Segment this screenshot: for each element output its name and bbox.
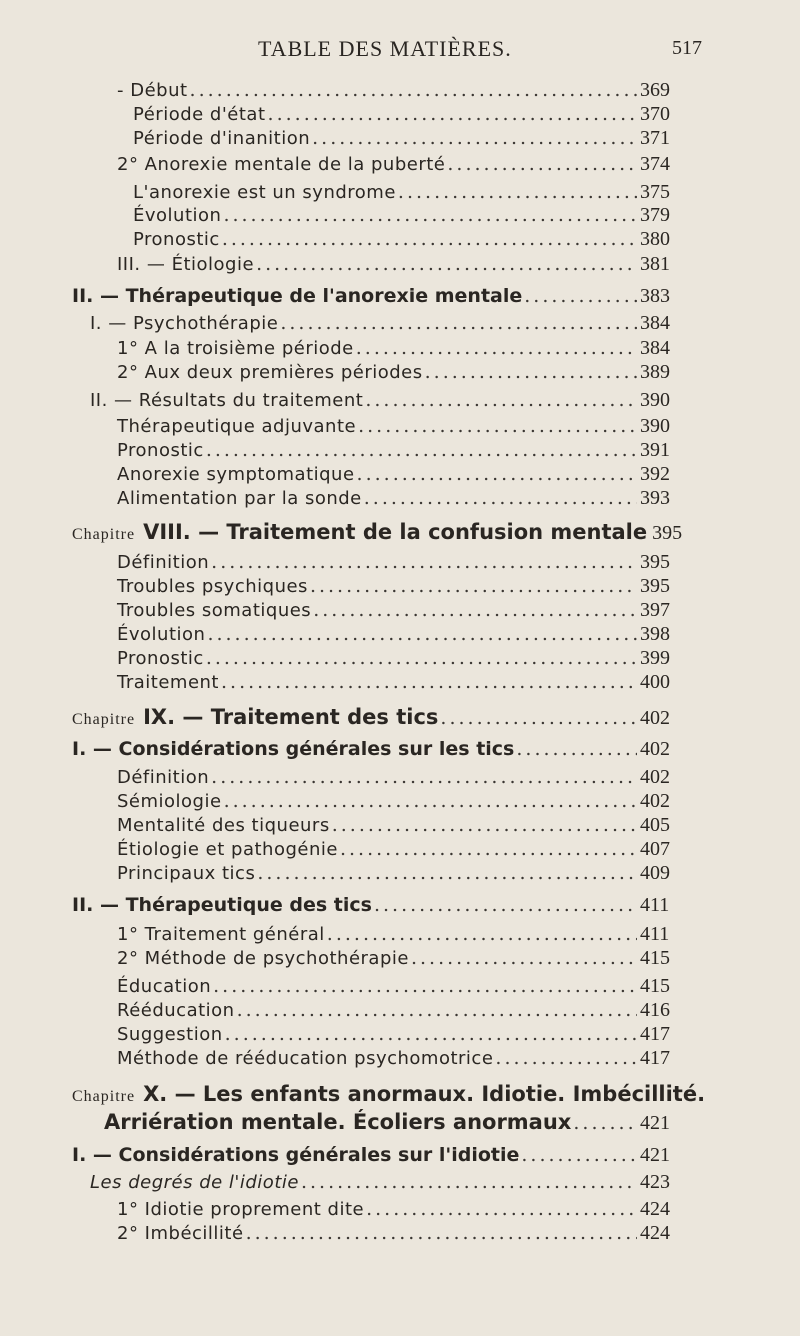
toc-entry — [117, 622, 672, 647]
entry-label: Troubles somatiques — [117, 600, 312, 621]
toc-entry — [117, 1046, 672, 1071]
dot-leader — [365, 388, 637, 412]
dot-leader — [223, 203, 637, 227]
entry-page: 415 — [640, 947, 670, 969]
entry-page: 411 — [640, 894, 670, 916]
entry-label: IX. — Traitement des tics — [143, 705, 439, 729]
entry-page: 390 — [640, 389, 670, 411]
toc-entry — [117, 837, 672, 862]
toc-entry — [117, 946, 672, 971]
entry-page: 421 — [640, 1144, 670, 1166]
entry-page: 375 — [640, 181, 670, 203]
toc-entry — [133, 126, 672, 151]
toc-entry — [133, 203, 672, 228]
entry-page: 395 — [652, 522, 683, 544]
entry-label: 2° Aux deux premières périodes — [117, 362, 423, 383]
dot-leader — [374, 893, 637, 917]
entry-page: 384 — [640, 337, 670, 359]
entry-page: 417 — [640, 1047, 670, 1069]
entry-label: Éducation — [117, 976, 212, 997]
entry-page: 417 — [640, 1023, 670, 1045]
entry-page: 399 — [640, 647, 670, 669]
dot-leader — [447, 152, 637, 176]
dot-leader — [190, 78, 637, 102]
toc-entry — [117, 550, 672, 575]
entry-label: Rééducation — [117, 1000, 235, 1021]
entry-label: 2° Méthode de psychothérapie — [117, 948, 409, 969]
toc-entry — [117, 998, 672, 1023]
entry-label: Pronostic — [117, 440, 204, 461]
running-title: TABLE DES MATIÈRES. — [258, 36, 512, 61]
dot-leader — [521, 1143, 637, 1167]
entry-page: 369 — [640, 79, 670, 101]
entry-label: I. — Psychothérapie — [90, 313, 279, 334]
dot-leader — [327, 922, 637, 946]
entry-label: Étiologie et pathogénie — [117, 839, 338, 860]
chapter-word: Chapitre — [72, 1088, 136, 1105]
entry-label: Troubles psychiques — [117, 576, 308, 597]
entry-label: 1° Idiotie proprement dite — [117, 1199, 365, 1220]
toc-chapter-entry — [72, 1082, 706, 1109]
dot-leader — [364, 486, 637, 510]
entry-label: 2° Anorexie mentale de la puberté — [117, 154, 446, 175]
entry-label: Suggestion — [117, 1024, 223, 1045]
dot-leader — [221, 670, 637, 694]
entry-page: 380 — [640, 228, 670, 250]
toc-entry — [117, 1022, 672, 1047]
toc-entry — [133, 227, 672, 252]
toc-entry — [117, 974, 672, 999]
toc-section-entry — [72, 737, 672, 761]
entry-label: VIII. — Traitement de la confusion mentale — [143, 520, 648, 544]
entry-label: L'anorexie est un syndrome — [133, 182, 396, 203]
entry-page: 370 — [640, 103, 670, 125]
entry-page: 393 — [640, 487, 670, 509]
entry-label: Anorexie symptomatique — [117, 464, 355, 485]
dot-leader — [495, 1046, 637, 1070]
entry-label: Les degrés de l'idiotie — [90, 1172, 299, 1193]
entry-label: Sémiologie — [117, 791, 222, 812]
entry-label: 2° Imbécillité — [117, 1223, 244, 1244]
toc-entry — [117, 861, 672, 886]
dot-leader — [225, 1022, 637, 1046]
entry-page: 409 — [640, 862, 670, 884]
toc-entry — [117, 462, 672, 487]
entry-label: Période d'inanition — [133, 128, 311, 149]
dot-leader — [332, 813, 637, 837]
entry-label: Pronostic — [117, 648, 204, 669]
toc-entry — [117, 789, 672, 814]
dot-leader — [358, 414, 637, 438]
entry-label: Alimentation par la sonde — [117, 488, 362, 509]
toc-entry — [117, 574, 672, 599]
entry-page: 402 — [640, 707, 670, 729]
entry-label: Traitement — [117, 672, 219, 693]
entry-page: 402 — [640, 790, 670, 812]
dot-leader — [312, 126, 637, 150]
entry-page: 398 — [640, 623, 670, 645]
entry-page: 411 — [640, 923, 670, 945]
entry-page: 389 — [640, 361, 670, 383]
dot-leader — [411, 946, 637, 970]
dot-leader — [398, 180, 637, 204]
toc-entry — [117, 360, 672, 385]
dot-leader — [280, 311, 637, 335]
dot-leader — [340, 837, 637, 861]
dot-leader — [246, 1221, 637, 1245]
entry-page: 402 — [640, 766, 670, 788]
toc-entry — [90, 388, 672, 413]
toc-chapter-entry-continued — [104, 1110, 672, 1135]
entry-page: 416 — [640, 999, 670, 1021]
dot-leader — [256, 252, 637, 276]
entry-page: 381 — [640, 253, 670, 275]
dot-leader — [301, 1170, 637, 1194]
entry-label: III. — Étiologie — [117, 254, 255, 275]
dot-leader — [524, 284, 637, 308]
toc-chapter-entry — [72, 705, 672, 732]
dot-leader — [310, 574, 637, 598]
entry-label: 1° Traitement général — [117, 924, 325, 945]
chapter-word: Chapitre — [72, 526, 136, 543]
dot-leader — [237, 998, 637, 1022]
entry-label: I. — Considérations générales sur les tics — [72, 738, 515, 760]
toc-entry — [133, 180, 672, 205]
dot-leader — [207, 622, 637, 646]
entry-label: Évolution — [133, 205, 222, 226]
toc-entry — [117, 670, 672, 695]
entry-label: Définition — [117, 552, 210, 573]
dot-leader — [357, 462, 637, 486]
entry-page: 421 — [640, 1112, 670, 1134]
page-number: 517 — [672, 37, 702, 59]
entry-label: II. — Résultats du traitement — [90, 390, 364, 411]
toc-entry — [117, 765, 672, 790]
entry-page: 383 — [640, 285, 670, 307]
entry-page: 374 — [640, 153, 670, 175]
entry-page: 415 — [640, 975, 670, 997]
toc-entry — [117, 438, 672, 463]
entry-label: Principaux tics — [117, 863, 256, 884]
toc-chapter-entry — [72, 520, 683, 547]
toc-entry — [117, 1197, 672, 1222]
entry-label: Mentalité des tiqueurs — [117, 815, 330, 836]
dot-leader — [206, 438, 637, 462]
entry-page: 405 — [640, 814, 670, 836]
toc-entry — [117, 414, 672, 439]
dot-leader — [211, 550, 637, 574]
toc-entry — [117, 78, 672, 103]
toc-entry — [117, 1221, 672, 1246]
entry-page: 424 — [640, 1222, 670, 1244]
entry-page: 390 — [640, 415, 670, 437]
entry-label: II. — Thérapeutique des tics — [72, 894, 372, 916]
toc-entry — [117, 922, 672, 947]
entry-label: Pronostic — [133, 229, 220, 250]
entry-label: Thérapeutique adjuvante — [117, 416, 357, 437]
entry-label: Période d'état — [133, 104, 266, 125]
dot-leader — [222, 227, 637, 251]
entry-label: Évolution — [117, 624, 206, 645]
toc-entry — [90, 1170, 672, 1195]
toc-entry — [117, 486, 672, 511]
toc-entry — [133, 102, 672, 127]
entry-page: 397 — [640, 599, 670, 621]
dot-leader — [206, 646, 637, 670]
entry-label: I. — Considérations générales sur l'idiotie — [72, 1144, 520, 1166]
dot-leader — [213, 974, 637, 998]
dot-leader — [313, 598, 637, 622]
entry-label: Méthode de rééducation psychomotrice — [117, 1048, 494, 1069]
entry-label: X. — Les enfants anormaux. Idiotie. Imbécillité. — [143, 1082, 706, 1106]
entry-page: 400 — [640, 671, 670, 693]
entry-label: Définition — [117, 767, 210, 788]
entry-page: 395 — [640, 551, 670, 573]
entry-page: 395 — [640, 575, 670, 597]
entry-page: 384 — [640, 312, 670, 334]
toc-entry — [117, 646, 672, 671]
toc-section-entry — [72, 1143, 672, 1167]
dot-leader — [366, 1197, 637, 1221]
entry-page: 424 — [640, 1198, 670, 1220]
dot-leader — [356, 336, 637, 360]
entry-page: 407 — [640, 838, 670, 860]
dot-leader — [211, 765, 637, 789]
dot-leader — [516, 737, 637, 761]
toc-entry — [117, 813, 672, 838]
dot-leader — [440, 706, 637, 730]
chapter-word: Chapitre — [72, 711, 136, 728]
dot-leader — [573, 1111, 637, 1135]
toc-entry — [117, 598, 672, 623]
entry-page: 391 — [640, 439, 670, 461]
entry-label: Arriération mentale. Écoliers anormaux — [104, 1110, 572, 1134]
dot-leader — [268, 102, 637, 126]
entry-page: 402 — [640, 738, 670, 760]
entry-page: 392 — [640, 463, 670, 485]
toc-entry — [90, 311, 672, 336]
entry-page: 371 — [640, 127, 670, 149]
dot-leader — [224, 789, 637, 813]
toc-section-entry — [72, 284, 672, 308]
toc-entry — [117, 252, 672, 277]
toc-section-entry — [72, 893, 672, 917]
entry-label: - Début — [117, 80, 188, 101]
dot-leader — [257, 861, 637, 885]
dot-leader — [425, 360, 637, 384]
entry-page: 379 — [640, 204, 670, 226]
toc-entry — [117, 152, 672, 177]
entry-label: II. — Thérapeutique de l'anorexie mentale — [72, 285, 523, 307]
toc-entry — [117, 336, 672, 361]
entry-page: 423 — [640, 1171, 670, 1193]
entry-label: 1° A la troisième période — [117, 338, 354, 359]
